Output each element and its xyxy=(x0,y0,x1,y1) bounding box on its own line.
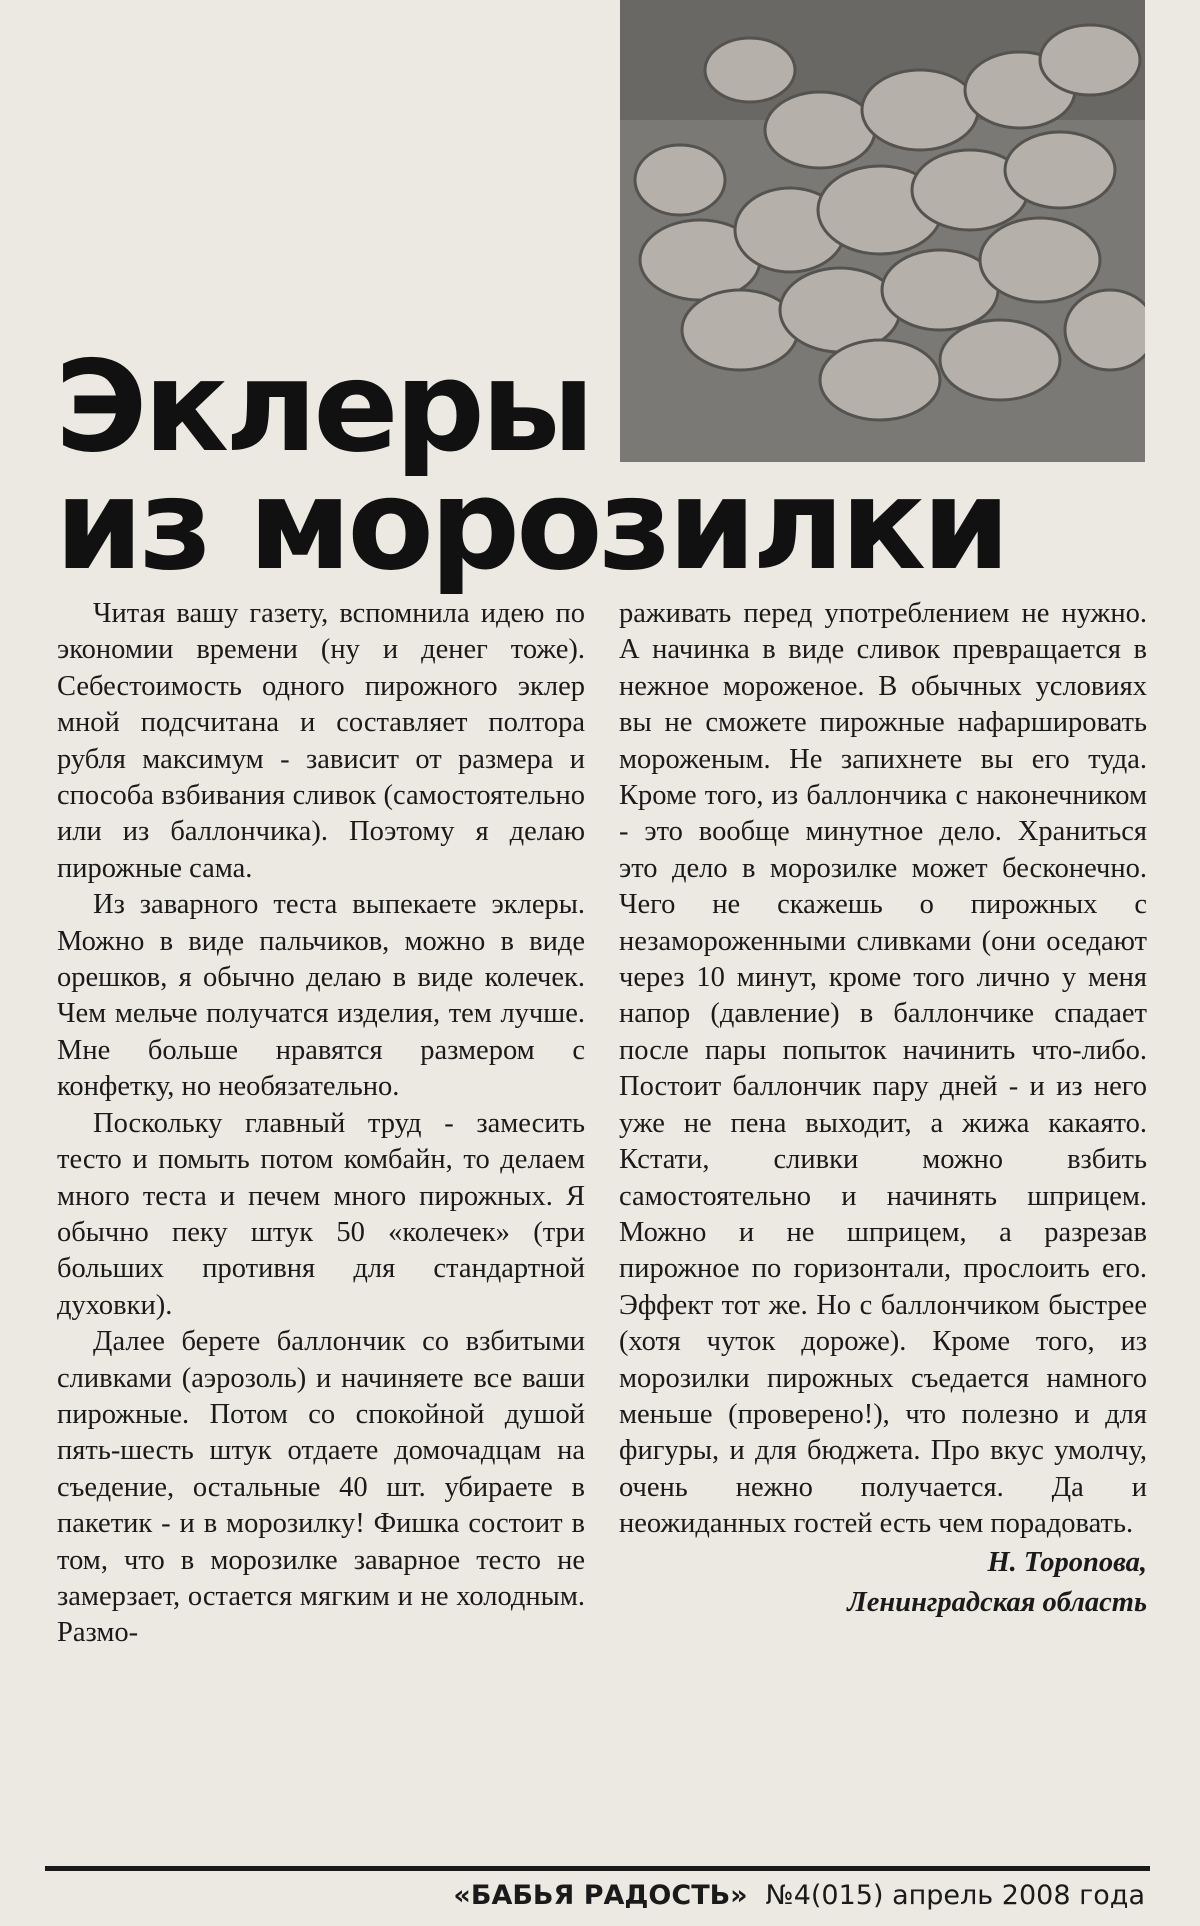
author-region: Ленинградская область xyxy=(847,1586,1147,1618)
column-right xyxy=(619,596,1147,1652)
issue-info: №4(015) апрель 2008 года xyxy=(765,1880,1145,1911)
paragraph: Далее берете баллончик со взбитыми сливками (аэрозоль) и начиняете все ваши пирожные. Потом со спокойной душой пять-шесть штук отдаете домочадцам на съедение, остальные 40 шт. убираете в пакетик - и в морозилку! Фишка состоит в том, что в морозилке заварное тесто не замерзает, остается мягким и не холодным. Размо- xyxy=(57,1326,585,1649)
headline-line-2: из морозилки xyxy=(55,451,1007,598)
headline xyxy=(55,333,1155,598)
paragraph: Читая вашу газету, вспомнила идею по экономии времени (ну и денег тоже). Себестоимость одного пирожного эклер мной подсчитана и составляет полтора рубля максимум - зависит от размера и способа взбивания сливок (самостоятельно или из баллончика). Поэтому я делаю пирожные сама. xyxy=(57,598,585,884)
footer-divider xyxy=(45,1866,1150,1871)
author-signature xyxy=(619,1543,1147,1623)
author-name: Н. Торопова, xyxy=(987,1546,1147,1578)
paragraph: раживать перед употреблением не нужно. А начинка в виде сливок превращается в нежное мороженое. В обычных условиях вы не сможете пирожные нафаршировать мороженым. Не запихнете вы его туда. Кроме того, из баллончика с наконечником - это вообще минутное дело. Храниться это дело в морозилке может бесконечно. Чего не скажешь о пирожных с незамороженными сливками (они оседают через 10 минут, кроме того лично у меня напор (давление) в баллончике спадает после пары попыток начинить что-либо. Постоит баллончик пару дней - и из него уже не пена выходит, а жижа какаято. Кстати, сливки можно взбить самостоятельно и начинять шприцем. Можно и не шприцем, а разрезав пирожное по горизонтали, прослоить его. Эффект тот же. Но с баллончиком быстрее (хотя чуток дороже). Кроме того, из морозилки пирожных съедается намного меньше (проверено!), что полезно и для фигуры, и для бюджета. Про вкус умолчу, очень нежно получается. Да и неожиданных гостей есть чем порадовать. xyxy=(619,598,1147,1540)
column-left xyxy=(57,596,585,1652)
page-footer xyxy=(0,1876,1145,1916)
headline-line-1: Эклеры xyxy=(55,333,591,480)
newspaper-name: «БАБЬЯ РАДОСТЬ» xyxy=(453,1880,748,1911)
paragraph: Поскольку главный труд - замесить тесто и помыть потом комбайн, то делаем много теста и печем много пирожных. Я обычно пеку штук 50 «колечек» (три больших противня для стандартной духовки). xyxy=(57,1107,585,1321)
article-body xyxy=(57,596,1147,1652)
paragraph: Из заварного теста выпекаете эклеры. Можно в виде пальчиков, можно в виде орешков, я обычно делаю в виде колечек. Чем мельче получатся изделия, тем лучше. Мне больше нравятся размером с конфетку, но необязательно. xyxy=(57,889,585,1103)
